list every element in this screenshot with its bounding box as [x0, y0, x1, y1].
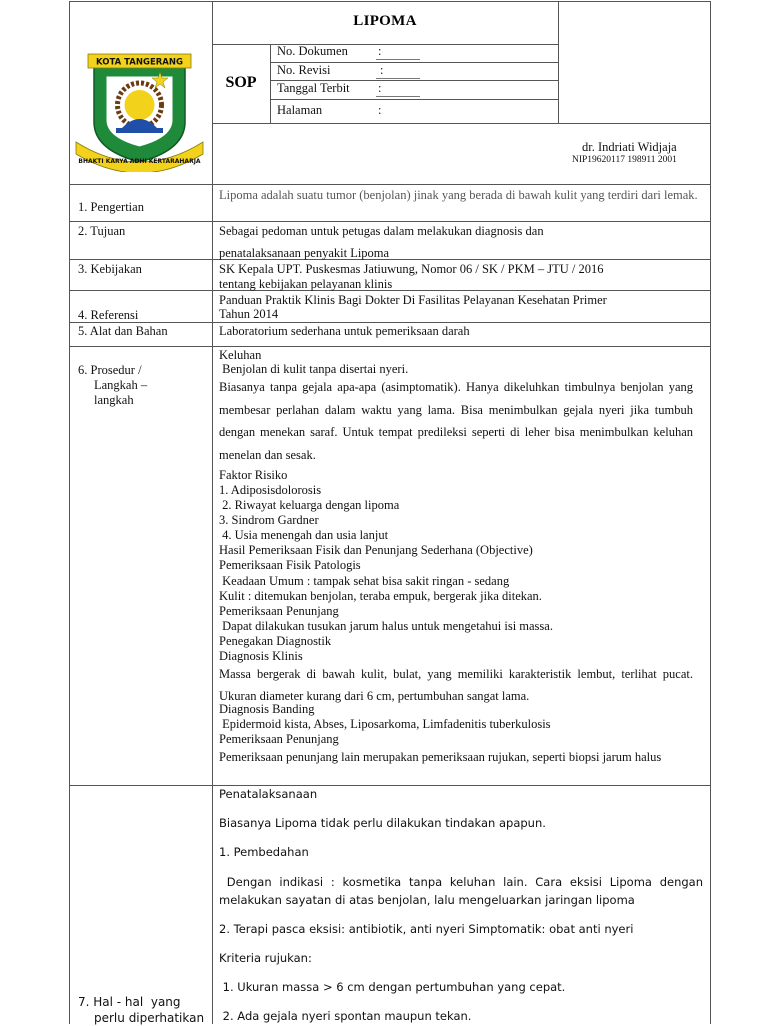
pemeriksaan-fisik-heading: Pemeriksaan Fisik Patologis — [219, 558, 361, 572]
tusukan-jarum: Dapat dilakukan tusukan jarum halus untuk mengetahui isi massa. — [219, 619, 553, 633]
kriteria-rujukan-1: 1. Ukuran massa > 6 cm dengan pertumbuhan yang cepat. — [219, 980, 566, 994]
city-logo — [72, 50, 207, 172]
label-pengertian: 1. Pengertian — [78, 200, 144, 214]
faktor-risiko-3: 3. Sindrom Gardner — [219, 513, 319, 527]
hasil-pemeriksaan-heading: Hasil Pemeriksaan Fisik dan Penunjang Sederhana (Objective) — [219, 543, 533, 557]
border-left — [69, 1, 70, 1024]
text-pengertian: Lipoma adalah suatu tumor (benjolan) jinak yang berada di bawah kulit yang terdiri dari lemak. — [219, 188, 698, 202]
meta-label-tanggal: Tanggal Terbit — [277, 81, 350, 95]
svg-text:BHAKTI KARYA ADHI KERTARAHARJA: BHAKTI KARYA ADHI KERTARAHARJA — [78, 158, 201, 165]
label-alat-bahan: 5. Alat dan Bahan — [78, 324, 168, 338]
pembedahan-heading: 1. Pembedahan — [219, 845, 309, 859]
text-kebijakan-2: tentang kebijakan pelayanan klinis — [219, 277, 393, 291]
diagnosis-klinis-heading: Diagnosis Klinis — [219, 649, 303, 663]
label-prosedur-1: 6. Prosedur / — [78, 363, 142, 377]
signatory-name: dr. Indriati Widjaja — [582, 140, 677, 154]
diagnosis-klinis-text: Massa bergerak di bawah kulit, bulat, yang memiliki karakteristik lembut, terlihat pucat. Ukuran diameter kurang dari 6 cm, pertumbuhan sangat lama. — [219, 667, 693, 703]
title-bottom-line — [212, 44, 558, 45]
penegakan-heading: Penegakan Diagnostik — [219, 634, 332, 648]
label-prosedur-2: Langkah – — [94, 378, 148, 392]
meta-underline-tanggal — [376, 96, 420, 97]
diagnosis-banding-heading: Diagnosis Banding — [219, 702, 315, 716]
meta-underline-dokumen — [376, 59, 420, 60]
faktor-risiko-heading: Faktor Risiko — [219, 468, 288, 482]
label-kebijakan: 3. Kebijakan — [78, 262, 142, 276]
penunjang-rujukan-text: Pemeriksaan penunjang lain merupakan pemeriksaan rujukan, seperti biopsi jarum halus — [219, 750, 662, 764]
kriteria-rujukan-2: 2. Ada gejala nyeri spontan maupun tekan. — [219, 1009, 472, 1023]
meta-underline-revisi — [376, 78, 420, 79]
faktor-risiko-4: 4. Usia menengah dan usia lanjut — [219, 528, 389, 542]
label-hal-hal-2: perlu diperhatikan — [94, 1011, 205, 1025]
row-line-1 — [69, 221, 711, 222]
penunjang-heading-2: Pemeriksaan Penunjang — [219, 732, 339, 746]
meta-colon-dokumen: : — [378, 44, 382, 58]
diagnosis-banding-list: Epidermoid kista, Abses, Liposarkoma, Limfadenitis tuberkulosis — [219, 717, 551, 731]
coat-of-arms-icon — [72, 50, 207, 172]
prosedur-benjolan: Benjolan di kulit tanpa disertai nyeri. — [219, 362, 409, 376]
pembedahan-indikasi: Dengan indikasi : kosmetika tanpa keluhan lain. Cara eksisi Lipoma dengan melakukan sayatan di atas benjolan, lalu mengeluarkan jaringan lipoma — [219, 875, 707, 907]
meta-colon-tanggal: : — [378, 81, 382, 95]
meta-label-halaman: Halaman — [277, 103, 323, 117]
text-referensi-2: Tahun 2014 — [219, 307, 279, 321]
signatory-nip: NIP19620117 198911 2001 — [572, 155, 677, 165]
label-hal-hal-1: 7. Hal - hal yang — [78, 995, 181, 1009]
border-right — [710, 1, 711, 1024]
text-alat-bahan: Laboratorium sederhana untuk pemeriksaan darah — [219, 324, 470, 338]
text-kebijakan-1: SK Kepala UPT. Puskesmas Jatiuwung, Nomor 06 / SK / PKM – JTU / 2016 — [219, 262, 604, 276]
label-prosedur-3: langkah — [94, 393, 134, 407]
text-referensi-1: Panduan Praktik Klinis Bagi Dokter Di Fasilitas Pelayanan Kesehatan Primer — [219, 293, 607, 307]
meta-label-revisi: No. Revisi — [277, 63, 331, 77]
label-referensi: 4. Referensi — [78, 308, 139, 322]
penatalaksanaan-intro: Biasanya Lipoma tidak perlu dilakukan tindakan apapun. — [219, 816, 546, 830]
row-line-2 — [69, 259, 711, 260]
faktor-risiko-1: 1. Adiposisdolorosis — [219, 483, 322, 497]
terapi-pasca-eksisi: 2. Terapi pasca eksisi: antibiotik, anti nyeri Simptomatik: obat anti nyeri — [219, 922, 634, 936]
row-line-5 — [69, 346, 711, 347]
header-divider-right — [558, 1, 559, 123]
text-tujuan-2: penatalaksanaan penyakit Lipoma — [219, 246, 390, 260]
header-mid-line — [212, 123, 711, 124]
penatalaksanaan-heading: Penatalaksanaan — [219, 787, 318, 801]
prosedur-keluhan-heading: Keluhan — [219, 348, 262, 362]
label-tujuan: 2. Tujuan — [78, 224, 126, 238]
document-title: LIPOMA — [353, 13, 417, 29]
row-line-4 — [69, 322, 711, 323]
text-tujuan-1: Sebagai pedoman untuk petugas dalam melakukan diagnosis dan — [219, 224, 544, 238]
row-line-6 — [69, 785, 711, 786]
meta-colon-revisi: : — [380, 63, 384, 77]
sop-label: SOP — [225, 74, 257, 91]
header-divider-sop — [270, 44, 271, 123]
body-column-divider — [212, 184, 213, 1024]
faktor-risiko-2: 2. Riwayat keluarga dengan lipoma — [219, 498, 400, 512]
meta-label-dokumen: No. Dokumen — [277, 44, 348, 58]
meta-line-3 — [270, 99, 558, 100]
svg-text:KOTA TANGERANG: KOTA TANGERANG — [96, 57, 183, 68]
kriteria-rujukan-heading: Kriteria rujukan: — [219, 951, 312, 965]
prosedur-keluhan-paragraph: Biasanya tanpa gejala apa-apa (asimptomatik). Hanya dikeluhkan timbulnya benjolan yang membesar perlahan dalam waktu yang lama. Bisa menimbulkan gejala nyeri jika tumbuh dengan menekan saraf. Untuk tempat predileksi seperti di leher bisa menimbulkan keluhan menelan dan sesak. — [219, 380, 693, 462]
penunjang-heading-1: Pemeriksaan Penunjang — [219, 604, 339, 618]
border-top — [69, 1, 711, 2]
meta-colon-halaman: : — [378, 103, 382, 117]
keadaan-umum: Keadaan Umum : tampak sehat bisa sakit ringan - sedang — [219, 574, 510, 588]
kulit-finding: Kulit : ditemukan benjolan, teraba empuk, bergerak jika ditekan. — [219, 589, 542, 603]
